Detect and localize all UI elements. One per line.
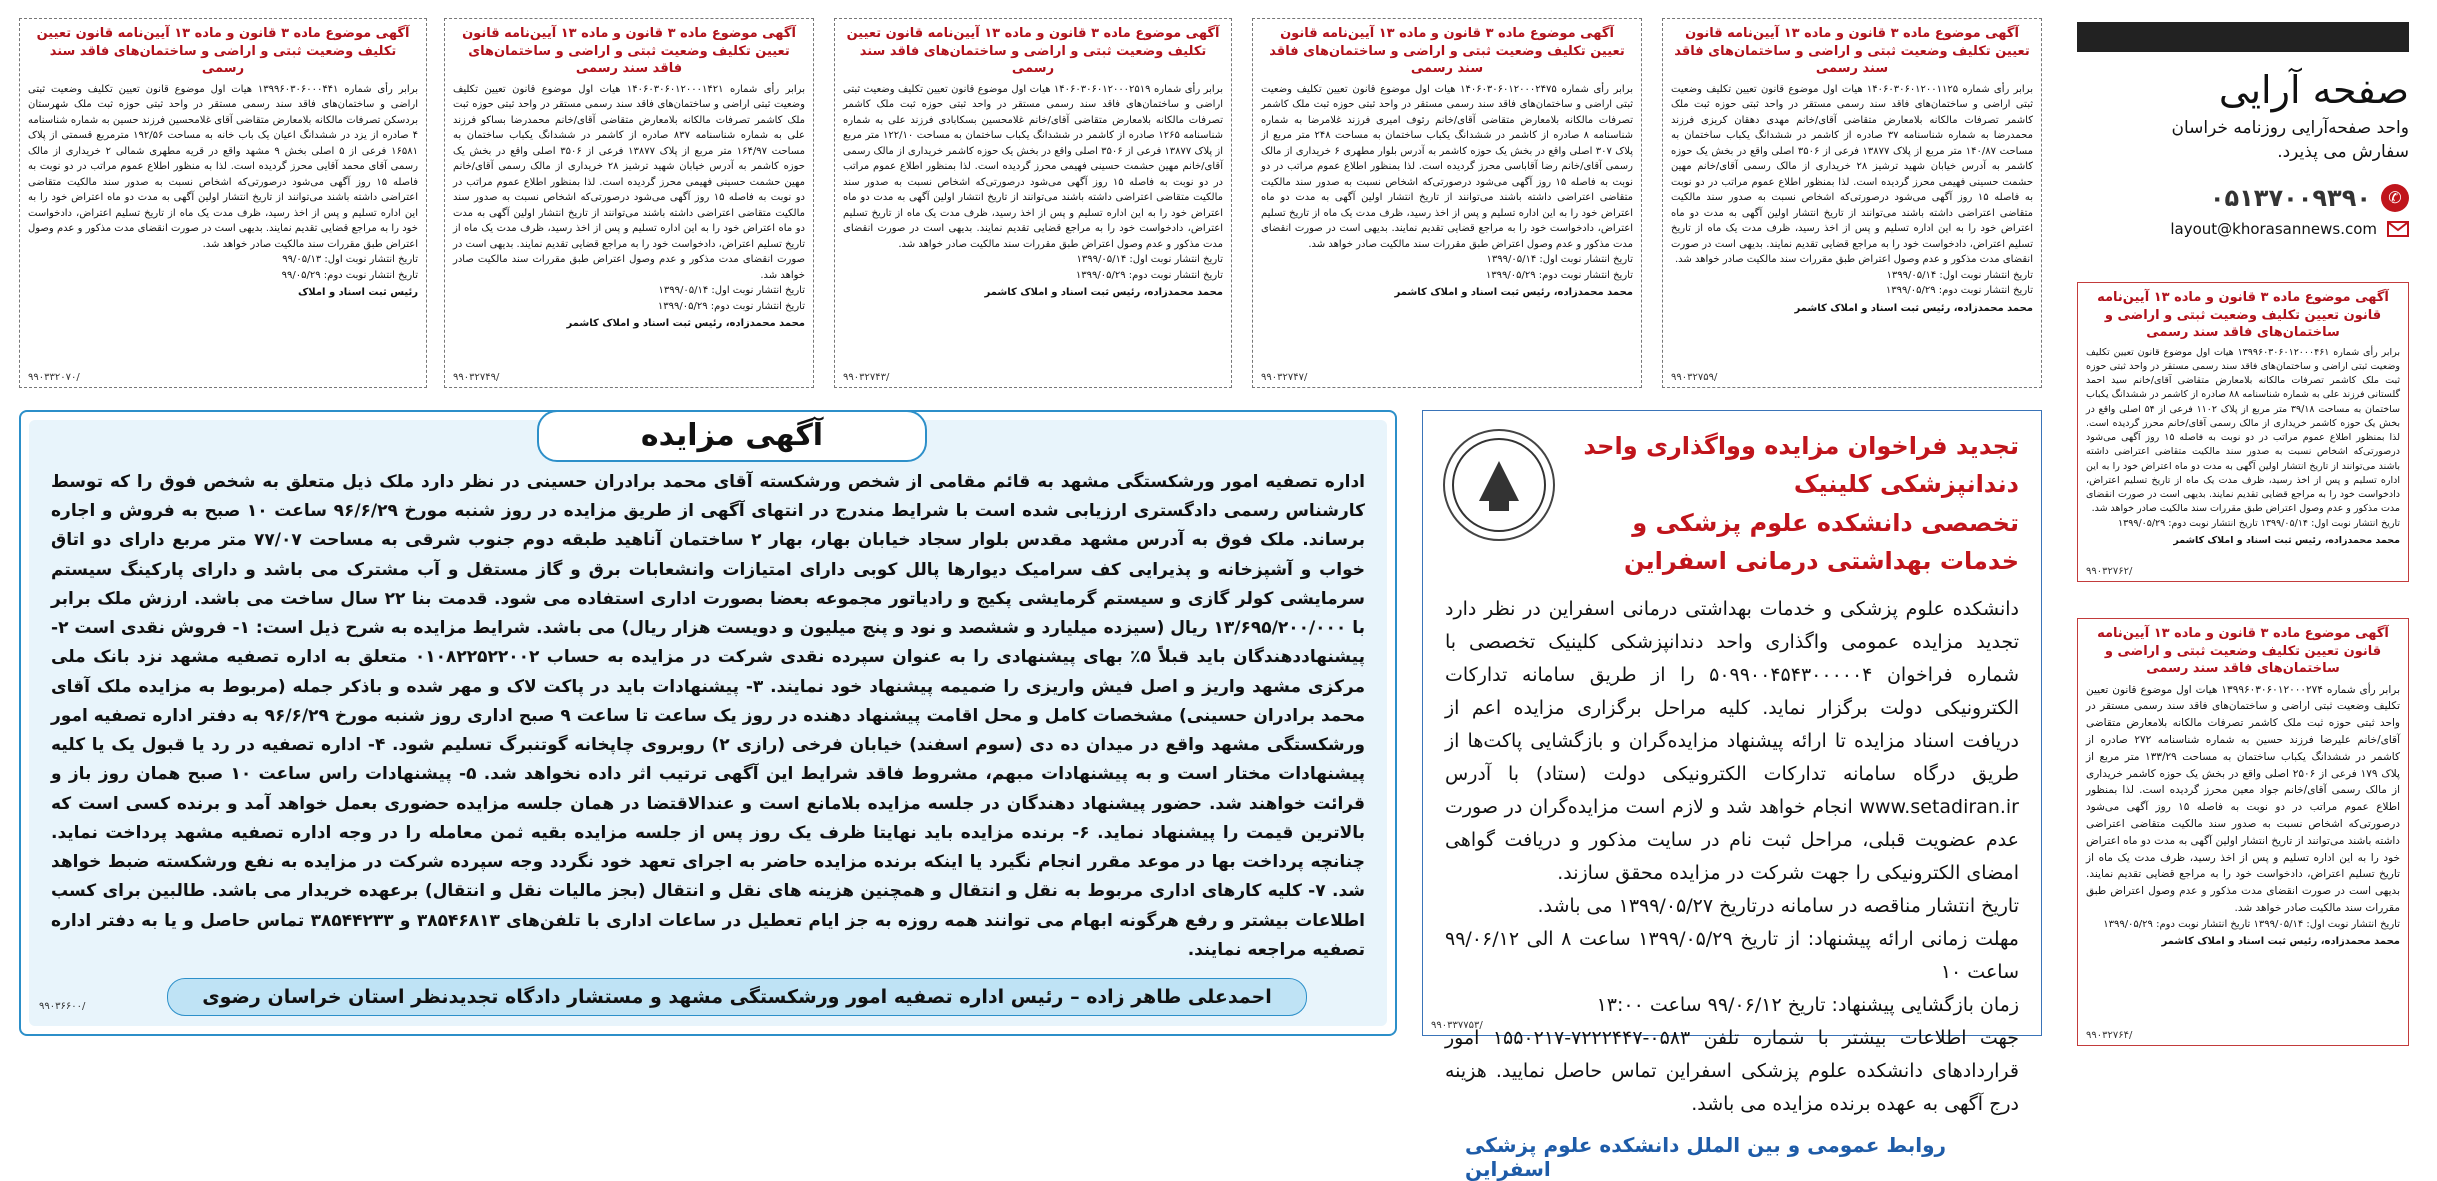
notice-code: ۹۹۰۳۳۲۰۷۰/ — [28, 372, 80, 383]
notice-title: آگهی موضوع ماده ۳ قانون و ماده ۱۳ آیین‌نامه قانون تعیین تکلیف وضعیت ثبتی و اراضی و ساختمان‌های فاقد سند رسمی — [2097, 290, 2389, 341]
notice-title: آگهی موضوع ماده ۳ قانون و ماده ۱۳ آیین‌نامه قانون تعیین تکلیف وضعیت ثبتی و اراضی و ساختمان‌های فاقد سند رسمی — [462, 26, 796, 77]
auction-footer: احمدعلی طاهر زاده – رئیس اداره تصفیه امور ورشکستگی مشهد و مستشار دادگاه تجدیدنظر استان خراسان رضوی — [167, 978, 1307, 1016]
notice-signature: محمد محمدزاده، رئیس ثبت اسناد و املاک کاشمر — [1394, 287, 1633, 299]
tender-code: ۹۹۰۳۳۷۷۵۳/ — [1431, 1020, 1483, 1031]
side-notice-1 — [2077, 282, 2409, 582]
notice-date-1: تاریخ انتشار نوبت اول: ۱۳۹۹/۰۵/۱۴ — [1076, 254, 1223, 266]
notice-code: ۹۹۰۳۲۷۴۹/ — [453, 372, 500, 383]
notice-date-2: تاریخ انتشار نوبت دوم: ۱۳۹۹/۰۵/۲۹ — [657, 300, 805, 312]
email-row[interactable] — [2077, 220, 2409, 238]
phone-row[interactable] — [2077, 184, 2409, 212]
page-layout-title: صفحه آرایی — [2218, 68, 2409, 112]
notice-body: برابر رأی شماره ۱۴۰۶۰۳۰۶۰۱۲۰۰۱۱۲۵ هیات اول موضوع قانون تعیین تکلیف وضعیت ثبتی اراضی و ساختمان‌های فاقد سند رسمی مستقر در واحد ثبتی حوزه ثبت ملک کاشمر تصرفات مالکانه بلامعارض متقاضی آقای/خانم مهدی دهقان کریزی فرزند محمدرضا به شماره شناسنامه ۳۷ صادره از کاشمر در ششدانگ یکباب ساختمان به مساحت ۱۴۰/۸۷ متر مربع از پلاک ۱۳۸۷۷ فرعی از ۳۵۰۶ اصلی واقع در بخش یک حوزه کاشمر به آدرس خیابان شهید ترشیز ۲۸ خریداری از مالک رسمی آقای/خانم مهین حشمت حسینی فهیمی محرز گردیده است. لذا بمنظور اطلاع عموم مراتب در دو نوبت به فاصله ۱۵ روز آگهی می‌شود درصورتی‌که اشخاص نسبت به صدور سند مالکیت متقاضی اعتراضی داشته باشند می‌توانند از تاریخ انتشار اولین آگهی به مدت دو ماه اعتراض خود را به این اداره تسلیم و پس از اخذ رسید، ظرف مدت یک ماه از تاریخ تسلیم اعتراض، دادخواست خود را به مراجع قضایی تقدیم نمایند. بدیهی است در صورت انقضای مدت مذکور و عدم وصول اعتراض طبق مقررات سند مالکیت صادر خواهد شد. — [1671, 83, 2033, 266]
phone-number: ۰۵۱۳۷۰۰۹۳۹۰ — [2209, 184, 2371, 212]
tender-publish-date: تاریخ انتشار مناقصه در سامانه درتاریخ ۱۳۹۹/۰۵/۲۷ می باشد. — [1537, 894, 2019, 917]
notice-date-2: تاریخ انتشار نوبت دوم: ۱۳۹۹/۰۵/۲۹ — [1885, 285, 2033, 297]
notice-signature: رئیس ثبت اسناد و املاک — [298, 287, 418, 299]
top-notice-5 — [19, 18, 427, 388]
notice-code: ۹۹۰۳۲۷۶۴/ — [2086, 1030, 2133, 1041]
side-notice-2 — [2077, 618, 2409, 1046]
tender-deadline: مهلت زمانی ارائه پیشنهاد: از تاریخ ۱۳۹۹/۰۵/۲۹ ساعت ۸ الی ۹۹/۰۶/۱۲ ساعت ۱۰ — [1445, 928, 2019, 984]
tender-body: دانشکده علوم پزشکی و خدمات بهداشتی درمانی اسفراین در نظر دارد تجدید مزایده عمومی واگذاری واحد دندانپزشکی کلینیک تخصصی با شماره فراخوان ۵۰۹۹۰۰۴۵۴۳۰۰۰۰۰۴ را از طریق سامانه تدارکات الکترونیکی دولت برگزار نماید. کلیه مراحل برگزاری مزایده اعم از دریافت اسناد مزایده تا ارائه پیشنهاد مزایده‌گران و بازگشایی پاکت‌ها از طریق درگاه سامانه تدارکات الکترونیکی دولت (ستاد) با آدرس www.setadiran.ir انجام خواهد شد و لازم است مزایده‌گران در صورت عدم عضویت قبلی، مراحل ثبت نام در سایت مذکور و دریافت گواهی امضای الکترونیکی را جهت شرکت در مزایده محقق سازند. — [1445, 597, 2019, 884]
tender-title-line-1: تجدید فراخوان مزایده وواگذاری واحد دندانپزشکی کلینیک — [1583, 432, 2019, 499]
notice-date-2: تاریخ انتشار نوبت دوم: ۹۹/۰۵/۲۹ — [281, 269, 418, 281]
notice-date: تاریخ انتشار نوبت اول: ۱۳۹۹/۰۵/۱۴ تاریخ انتشار نوبت دوم: ۱۳۹۹/۰۵/۲۹ — [2103, 918, 2400, 930]
notice-code: ۹۹۰۳۲۷۶۲/ — [2086, 566, 2133, 577]
university-logo — [1443, 429, 1555, 541]
auction-notice — [19, 410, 1397, 1036]
notice-signature: محمد محمدزاده، رئیس ثبت اسناد و املاک کاشمر — [2161, 936, 2400, 948]
notice-code: ۹۹۰۳۲۷۴۷/ — [1261, 372, 1308, 383]
notice-signature: محمد محمدزاده، رئیس ثبت اسناد و املاک کاشمر — [2173, 535, 2400, 547]
notice-body: برابر رأی شماره ۱۳۹۹۶۰۳۰۶۰۱۲۰۰۰۴۶۱ هیات اول موضوع قانون تعیین تکلیف وضعیت ثبتی اراضی و ساختمان‌های فاقد سند رسمی مستقر در واحد ثبتی حوزه ثبت ملک کاشمر تصرفات مالکانه بلامعارض متقاضی آقای/خانم سید احمد گلستانی فرزند علی به شماره شناسنامه ۸۸ صادره از کاشمر در ششدانگ یکباب ساختمان به مساحت ۳۹/۱۸ متر مربع از پلاک ۱۱۰۲ فرعی از ۵۴ اصلی واقع در بخش یک حوزه کاشمر خریداری از مالک رسمی آقای/خانم محرز گردیده است. لذا بمنظور اطلاع عموم مراتب در دو نوبت به فاصله ۱۵ روز آگهی می‌شود درصورتی‌که اشخاص نسبت به صدور سند مالکیت متقاضی اعتراضی داشته باشند می‌توانند از تاریخ انتشار اولین آگهی به مدت دو ماه اعتراض خود را به این اداره تسلیم و پس از اخذ رسید، ظرف مدت یک ماه از تاریخ تسلیم اعتراض، دادخواست خود را به مراجع قضایی تقدیم نمایند. بدیهی است در صورت انقضای مدت مذکور و عدم وصول اعتراض طبق مقررات سند مالکیت صادر خواهد شد. — [2086, 346, 2401, 515]
tender-opening-time: زمان بازگشایی پیشنهاد: تاریخ ۹۹/۰۶/۱۲ ساعت ۱۳:۰۰ — [1596, 994, 2019, 1017]
notice-title: آگهی موضوع ماده ۳ قانون و ماده ۱۳ آیین‌نامه قانون تعیین تکلیف وضعیت ثبتی و اراضی و ساختمان‌های فاقد سند رسمی — [36, 26, 410, 77]
notice-signature: محمد محمدزاده، رئیس ثبت اسناد و املاک کاشمر — [566, 318, 805, 330]
tender-title-line-2: تخصصی دانشکده علوم پزشکی و خدمات بهداشتی درمانی اسفراین — [1623, 508, 2019, 576]
tender-contact: جهت اطلاعات بیشتر با شماره تلفن ۰۵۸۳-۷۲۲۲۴۴۷-۱۵۵۰۲۱۷ امور قراردادهای دانشکده علوم پزشکی اسفراین تماس حاصل نمایید. هزینه درج آگهی به عهده برنده مزایده می باشد. — [1445, 1027, 2019, 1116]
sidebar-promo — [2077, 60, 2409, 250]
top-notice-2 — [1252, 18, 1642, 388]
top-notice-4 — [444, 18, 814, 388]
notice-title: آگهی موضوع ماده ۳ قانون و ماده ۱۳ آیین‌نامه قانون تعیین تکلیف وضعیت ثبتی و اراضی و ساختمان‌های فاقد سند رسمی — [2097, 626, 2389, 677]
page-layout-subtitle2: سفارش می پذیرد. — [2277, 142, 2409, 162]
auction-body: اداره تصفیه امور ورشکستگی مشهد به قائم مقامی از شخص ورشکسته آقای محمد برادران حسینی در نظر دارد ملک ذیل متعلق به شخص فوق را که توسط کارشناس رسمی دادگستری ارزیابی شده است با شرایط مندرج در انتهای آگهی از طریق مزایده در روز شنبه مورخ ۹۶/۶/۲۹ ساعت ۱۰ صبح به فروش و اجاره برساند. ملک فوق به آدرس مشهد مقدس بلوار سجاد خیابان بهار، بهار ۲ ساختمان آناهید طبقه دوم جنوب شرقی به مساحت ۷۷/۰۷ متر مربع دارای دو اتاق خواب و آشپزخانه و پذیرایی کف سرامیک دیوارها پالل کوبی دارای امتیازات وانشعابات برق و گاز مستقل و آب مشترک می باشد و دارای پارکینگ سیستم سرمایشی کولر گازی و سیستم گرمایشی پکیج و رادیاتور مجموعه بعضا بصورت اداری استفاده می شود. قدمت بنا ۲۲ سال ساخت می باشد. ارزش ملک برابر با ۱۳/۶۹۵/۲۰۰/۰۰۰ ریال (سیزده میلیارد و ششصد و نود و پنج میلیون و دویست هزار ریال) می باشد. شرایط مزایده به شرح ذیل است: ۱- فروش نقدی است ۲- پیشنهاددهندگان باید قبلاً ۵٪ بهای پیشنهادی را به عنوان سپرده نقدی شرکت در مزایده به حساب ۰۱۰۸۲۲۵۲۲۰۰۲ متعلق به اداره تصفیه مشهد نزد بانک ملی مرکزی مشهد واریز و اصل فیش واریزی را ضمیمه پیشنهاد خود نمایند. ۳- پیشنهادات باید در پاکت لاک و مهر شده و باذکر جمله (مربوط به مزایده ملک آقای محمد برادران حسینی) مشخصات کامل و محل اقامت پیشنهاد دهنده در روز یک ساعت تا ساعت ۹ صبح اداری روز شنبه مورخ ۹۶/۶/۲۹ به دفتر اداره تصفیه امور ورشکستگی مشهد واقع در میدان ده دی (سوم اسفند) خیابان فرخی (رازی ۲) روبروی چاپخانه گوتنبرگ تسلیم شود. ۴- اداره تصفیه در رد یا قبول یک یا کلیه پیشنهادات مختار است و به پیشنهادات مبهم، مشروط فاقد شرایط این آگهی ترتیب اثر داده نخواهد شد. ۵- پیشنهادات راس ساعت ۱۰ صبح همان روز باز و قرائت خواهند شد. حضور پیشنهاد دهندگان در جلسه مزایده بلامانع است و عندالاقتضا در همان جلسه مزایده حضوری بعمل خواهد آمد و برنده کسی است که بالاترین قیمت را پیشنهاد نماید. ۶- برنده مزایده باید نهایتا ظرف یک روز پس از جلسه مزایده بقیه ثمن معامله را در وجه اداره تصفیه مشهد پرداخت نماید. چنانچه پرداخت بها در موعد مقرر انجام نگیرد یا اینکه برنده مزایده حاضر به اجرای تعهد خود نگردد وجه سپرده شرکت در مزایده به نفع ورشکسته ضبط خواهد شد. ۷- کلیه کارهای اداری مربوط به نقل و انتقال و همچنین هزینه های نقل و انتقال (بجز مالیات نقل و انتقال) برعهده خریدار می باشد. طالبین برای کسب اطلاعات بیشتر و رفع هرگونه ابهام می توانند همه روزه به جز ایام تعطیل در ساعات اداری با تلفن‌های ۳۸۵۴۶۸۱۳ و ۳۸۵۴۴۲۳۳ تماس حاصل و یا به دفتر اداره تصفیه مراجعه نمایند. — [51, 472, 1366, 960]
page-layout-subtitle: واحد صفحه‌آرایی روزنامه خراسان — [2171, 118, 2409, 138]
notice-signature: محمد محمدزاده، رئیس ثبت اسناد و املاک کاشمر — [984, 287, 1223, 299]
notice-date-1: تاریخ انتشار نوبت اول: ۹۹/۰۵/۱۳ — [282, 254, 418, 266]
notice-body: برابر رأی شماره ۱۳۹۹۶۰۳۰۶۰۰۰۴۴۱ هیات اول موضوع قانون تعیین تکلیف وضعیت ثبتی اراضی و ساختمان‌های فاقد سند رسمی مستقر در واحد ثبتی حوزه ثبت ملک شهرستان بردسکن تصرفات مالکانه بلامعارض متقاضی آقای غلامحسین فرزند حسین به شماره شناسنامه ۴ صادره از یزد در ششدانگ اعیان یک باب خانه به مساحت ۱۹۲/۵۶ مترمربع قسمتی از پلاک ۱۶۵۸۱ فرعی از ۵ اصلی بخش ۹ مشهد واقع در قریه مطهری شمالی ۲ خریداری از مالک رسمی آقای محمد آقایی محرز گردیده است. لذا به منظور اطلاع عموم مراتب در دو نوبت به فاصله ۱۵ روز آگهی می‌شود درصورتی‌که اشخاص نسبت به صدور سند مالکیت متقاضی اعتراضی داشته باشند می‌توانند از تاریخ انتشار اولین آگهی به مدت دو ماه اعتراض خود را به این اداره تسلیم و پس از اخذ رسید، ظرف مدت یک ماه از تاریخ تسلیم اعتراض، دادخواست خود را به مراجع قضایی تقدیم نمایند. بدیهی است در صورت انقضای مدت مذکور و عدم وصول اعتراض طبق مقررات سند مالکیت صادر خواهد شد. — [28, 83, 418, 250]
notice-date-1: تاریخ انتشار نوبت اول: ۱۳۹۹/۰۵/۱۴ — [1886, 269, 2033, 281]
email-address: layout@khorasannews.com — [2170, 220, 2377, 238]
auction-title: آگهی مزایده — [537, 410, 927, 462]
auction-code: ۹۹۰۳۶۶۰۰/ — [39, 1001, 86, 1012]
notice-date-2: تاریخ انتشار نوبت دوم: ۱۳۹۹/۰۵/۲۹ — [1075, 269, 1223, 281]
tender-footer: روابط عمومی و بین الملل دانشکده علوم پزشکی اسفراین — [1465, 1133, 1947, 1181]
notice-date: تاریخ انتشار نوبت اول: ۱۳۹۹/۰۵/۱۴ تاریخ انتشار نوبت دوم: ۱۳۹۹/۰۵/۲۹ — [2118, 517, 2400, 529]
phone-icon: ✆ — [2381, 184, 2409, 212]
top-notice-3 — [834, 18, 1232, 388]
notice-date-2: تاریخ انتشار نوبت دوم: ۱۳۹۹/۰۵/۲۹ — [1485, 269, 1633, 281]
notice-date-1: تاریخ انتشار نوبت اول: ۱۳۹۹/۰۵/۱۴ — [1486, 254, 1633, 266]
notice-code: ۹۹۰۳۲۷۵۹/ — [1671, 372, 1718, 383]
notice-code: ۹۹۰۳۲۷۴۳/ — [843, 372, 890, 383]
envelope-icon — [2387, 221, 2409, 237]
top-notice-1 — [1662, 18, 2042, 388]
sidebar-top-bar — [2077, 22, 2409, 52]
tender-notice — [1422, 410, 2042, 1181]
notice-date-1: تاریخ انتشار نوبت اول: ۱۳۹۹/۰۵/۱۴ — [658, 285, 805, 297]
notice-body: برابر رأی شماره ۱۴۰۶۰۳۰۶۰۱۲۰۰۰۱۴۲۱ هیات اول موضوع قانون تعیین تکلیف وضعیت ثبتی اراضی و ساختمان‌های فاقد سند رسمی مستقر در واحد ثبتی حوزه ثبت ملک کاشمر تصرفات مالکانه بلامعارض متقاضی آقای/خانم محمدرضا بساکو فرزند علی به شماره شناسنامه ۸۳۷ صادره از کاشمر در ششدانگ یکباب ساختمان به مساحت ۱۶۴/۹۷ متر مربع از پلاک ۱۳۸۷۷ فرعی از ۳۵۰۶ اصلی واقع در بخش یک حوزه کاشمر به آدرس خیابان شهید ترشیز ۲۸ خریداری از مالک رسمی آقای/خانم مهین حشمت حسینی فهیمی محرز گردیده است. لذا بمنظور اطلاع عموم مراتب در دو نوبت به فاصله ۱۵ روز آگهی می‌شود درصورتی‌که اشخاص نسبت به صدور سند مالکیت متقاضی اعتراضی داشته باشند می‌توانند از تاریخ انتشار اولین آگهی به مدت دو ماه اعتراض خود را به این اداره تسلیم و پس از اخذ رسید، ظرف مدت یک ماه از تاریخ تسلیم اعتراض، دادخواست خود را به مراجع قضایی تقدیم نمایند. بدیهی است در صورت انقضای مدت مذکور و عدم وصول اعتراض طبق مقررات سند مالکیت صادر خواهد شد. — [452, 83, 805, 281]
notice-title: آگهی موضوع ماده ۳ قانون و ماده ۱۳ آیین‌نامه قانون تعیین تکلیف وضعیت ثبتی و اراضی و ساختمان‌های فاقد سند رسمی — [846, 26, 1220, 77]
notice-title: آگهی موضوع ماده ۳ قانون و ماده ۱۳ آیین‌نامه قانون تعیین تکلیف وضعیت ثبتی و اراضی و ساختمان‌های فاقد سند رسمی — [1269, 26, 1625, 77]
notice-title: آگهی موضوع ماده ۳ قانون و ماده ۱۳ آیین‌نامه قانون تعیین تکلیف وضعیت ثبتی و اراضی و ساختمان‌های فاقد سند رسمی — [1674, 26, 2030, 77]
notice-body: برابر رأی شماره ۱۴۰۶۰۳۰۶۰۱۲۰۰۰۲۵۱۹ هیات اول موضوع قانون تعیین تکلیف وضعیت ثبتی اراضی و ساختمان‌های فاقد سند رسمی مستقر در واحد ثبتی حوزه ثبت ملک کاشمر تصرفات مالکانه بلامعارض متقاضی آقای/خانم غلامحسین بسکابادی فرزند علی به شماره شناسنامه ۱۲۶۵ صادره از کاشمر در ششدانگ یکباب ساختمان به مساحت ۱۲۲/۱۰ متر مربع از پلاک ۱۳۸۷۷ فرعی از ۳۵۰۶ اصلی واقع در بخش یک حوزه کاشمر خریداری از مالک رسمی آقای/خانم مهین حشمت حسینی فهیمی محرز گردیده است. لذا بمنظور اطلاع عموم مراتب در دو نوبت به فاصله ۱۵ روز آگهی می‌شود درصورتی‌که اشخاص نسبت به صدور سند مالکیت متقاضی اعتراضی داشته باشند می‌توانند از تاریخ انتشار اولین آگهی به مدت دو ماه اعتراض خود را به این اداره تسلیم و پس از اخذ رسید، ظرف مدت یک ماه از تاریخ تسلیم اعتراض، دادخواست خود را به مراجع قضایی تقدیم نمایند. بدیهی است در صورت انقضای مدت مذکور و عدم وصول اعتراض طبق مقررات سند مالکیت صادر خواهد شد. — [843, 83, 1223, 250]
notice-body: برابر رأی شماره ۱۴۰۶۰۳۰۶۰۱۲۰۰۰۲۴۷۵ هیات اول موضوع قانون تعیین تکلیف وضعیت ثبتی اراضی و ساختمان‌های فاقد سند رسمی مستقر در واحد ثبتی حوزه ثبت ملک کاشمر تصرفات مالکانه بلامعارض متقاضی آقای/خانم رئوف امیری فرزند غلامرضا به شماره شناسنامه ۸ صادره از کاشمر در ششدانگ یکباب ساختمان به مساحت ۲۴۸ متر مربع از پلاک ۳۰۷ اصلی واقع در بخش یک حوزه کاشمر به آدرس بلوار مطهری ۶ خریداری از مالک رسمی آقای/خانم رضا آقاباسی محرز گردیده است. لذا بمنظور اطلاع عموم مراتب در دو نوبت به فاصله ۱۵ روز آگهی می‌شود درصورتی‌که اشخاص نسبت به صدور سند مالکیت متقاضی اعتراضی داشته باشند می‌توانند از تاریخ انتشار اولین آگهی به مدت دو ماه اعتراض خود را به این اداره تسلیم و پس از اخذ رسید، ظرف مدت یک ماه از تاریخ تسلیم اعتراض، دادخواست خود را به مراجع قضایی تقدیم نمایند. بدیهی است در صورت انقضای مدت مذکور و عدم وصول اعتراض طبق مقررات سند مالکیت صادر خواهد شد. — [1261, 83, 1633, 250]
notice-signature: محمد محمدزاده، رئیس ثبت اسناد و املاک کاشمر — [1794, 302, 2033, 314]
notice-body: برابر رأی شماره ۱۳۹۹۶۰۳۰۶۰۱۲۰۰۰۲۷۴ هیات اول موضوع قانون تعیین تکلیف وضعیت ثبتی اراضی و ساختمان‌های فاقد سند رسمی مستقر در واحد ثبتی حوزه ثبت ملک کاشمر تصرفات مالکانه بلامعارض متقاضی آقای/خانم علیرضا فرزند حسین به شماره شناسنامه ۲۷۲ صادره از کاشمر در ششدانگ یکباب ساختمان به مساحت ۱۳۳/۲۹ متر مربع از پلاک ۱۷۹ فرعی از ۲۵۰۶ اصلی واقع در بخش یک حوزه کاشمر خریداری از مالک رسمی آقای/خانم جواد معین محرز گردیده است. لذا بمنظور اطلاع عموم مراتب در دو نوبت به فاصله ۱۵ روز آگهی می‌شود درصورتی‌که اشخاص نسبت به صدور سند مالکیت متقاضی اعتراضی داشته باشند می‌توانند از تاریخ انتشار اولین آگهی به مدت دو ماه اعتراض خود را به این اداره تسلیم و پس از اخذ رسید، ظرف مدت یک ماه از تاریخ تسلیم اعتراض، دادخواست خود را به مراجع قضایی تقدیم نمایند. بدیهی است در صورت انقضای مدت مذکور و عدم وصول اعتراض طبق مقررات سند مالکیت صادر خواهد شد. — [2086, 683, 2400, 914]
